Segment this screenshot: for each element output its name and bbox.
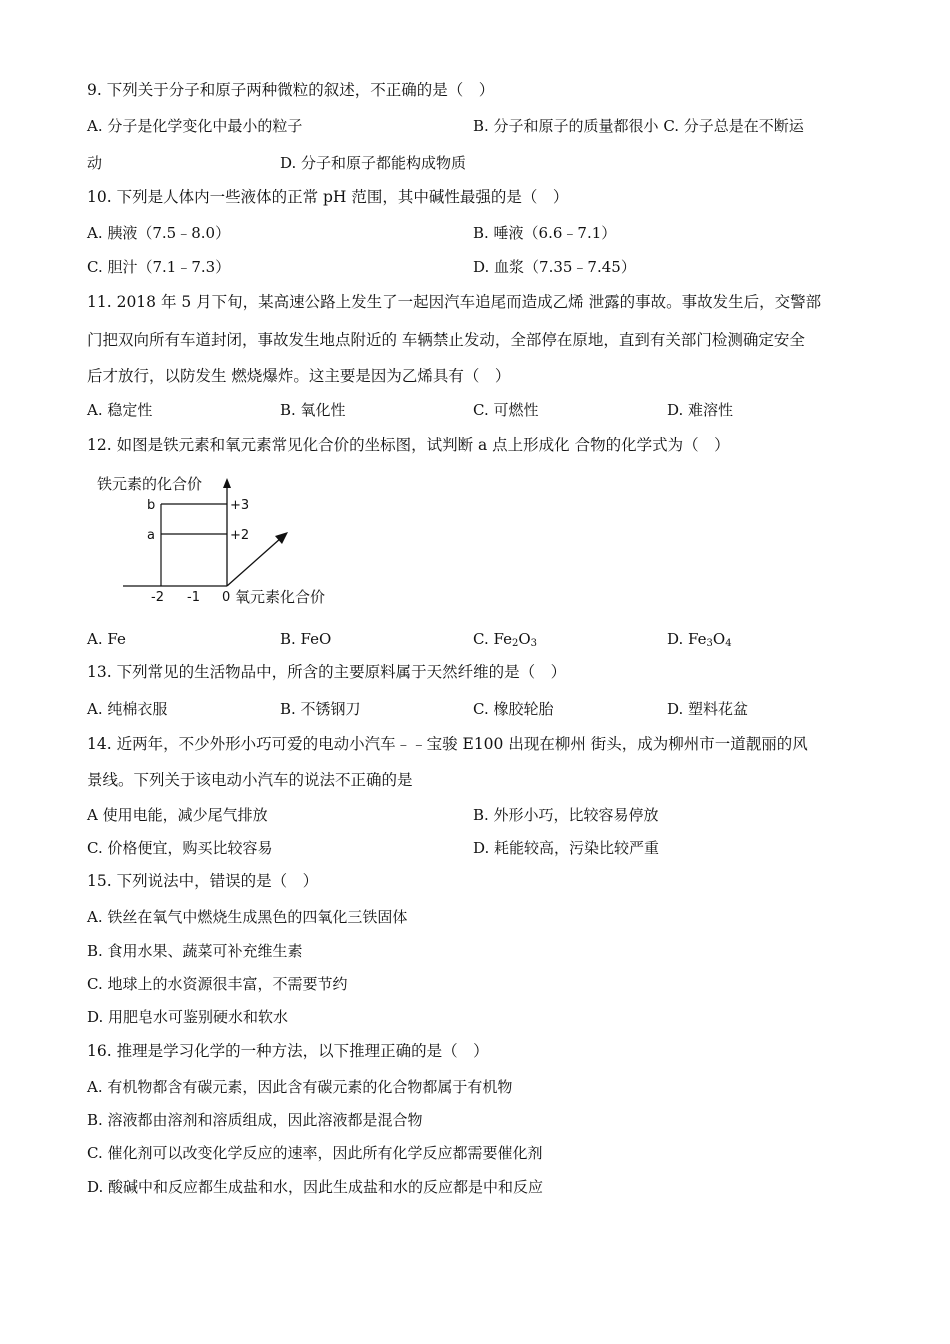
question-13-option-b: B. 不锈钢刀 (280, 700, 361, 718)
y-axis-title: 铁元素的化合价 (97, 475, 203, 493)
question-13-stem: 13. 下列常见的生活物品中，所含的主要原料属于天然纤维的是（ ） (87, 663, 567, 681)
question-11-option-b: B. 氧化性 (280, 401, 346, 419)
question-16-stem: 16. 推理是学习化学的一种方法，以下推理正确的是（ ） (87, 1042, 489, 1060)
question-9-option-c-continued: 动 (87, 154, 103, 172)
valence-coordinate-graph (95, 468, 355, 618)
y-value-plus-3: +3 (230, 498, 250, 513)
question-16-option-b: B. 溶液都由溶剂和溶质组成，因此溶液都是混合物 (87, 1111, 423, 1129)
question-12-stem: 12. 如图是铁元素和氧元素常见化合价的坐标图，试判断 a 点上形成化 合物的化学式为（ ） (87, 436, 730, 454)
question-9-option-d: D. 分子和原子都能构成物质 (280, 154, 467, 172)
question-13-option-d: D. 塑料花盆 (667, 700, 749, 718)
question-10-option-b: B. 唾液（6.6﹣7.1） (473, 224, 617, 242)
question-16-option-d: D. 酸碱中和反应都生成盐和水，因此生成盐和水的反应都是中和反应 (87, 1178, 544, 1196)
x-tick-zero: 0 (222, 590, 231, 605)
question-13-option-c: C. 橡胶轮胎 (473, 700, 554, 718)
question-14-line-1: 14. 近两年，不少外形小巧可爱的电动小汽车﹣﹣宝骏 E100 出现在柳州 街头，成为柳州市一道靓丽的风 (87, 735, 808, 753)
question-12-option-d: D. $Fe_3O_4$ (667, 630, 732, 649)
diagonal-line (227, 538, 281, 586)
question-15-option-b: B. 食用水果、蔬菜可补充维生素 (87, 942, 303, 960)
question-14-option-d: D. 耗能较高，污染比较严重 (473, 839, 660, 857)
question-10-stem: 10. 下列是人体内一些液体的正常 pH 范围，其中碱性最强的是（ ） (87, 188, 569, 206)
question-15-stem: 15. 下列说法中，错误的是（ ） (87, 872, 319, 890)
y-axis-arrowhead (223, 478, 231, 488)
question-15-option-d: D. 用肥皂水可鉴别硬水和软水 (87, 1008, 289, 1026)
y-letter-b: b (147, 498, 156, 513)
question-15-option-a: A. 铁丝在氧气中燃烧生成黑色的四氧化三铁固体 (87, 908, 408, 926)
x-tick-minus-2: -2 (151, 590, 164, 605)
question-11-line-3: 后才放行，以防发生 燃烧爆炸。这主要是因为乙烯具有（ ） (87, 367, 511, 385)
question-11-option-d: D. 难溶性 (667, 401, 734, 419)
question-9-option-b-c: B. 分子和原子的质量都很小 C. 分子总是在不断运 (473, 117, 804, 135)
question-9-option-a: A. 分子是化学变化中最小的粒子 (87, 117, 303, 135)
y-value-plus-2: +2 (230, 528, 250, 543)
question-11-option-c: C. 可燃性 (473, 401, 539, 419)
question-14-line-2: 景线。下列关于该电动小汽车的说法不正确的是 (87, 771, 413, 789)
question-12-option-a: A. Fe (87, 630, 126, 648)
question-11-option-a: A. 稳定性 (87, 401, 153, 419)
x-axis-title: 氧元素化合价 (235, 588, 326, 606)
question-14-option-c: C. 价格便宜，购买比较容易 (87, 839, 273, 857)
y-letter-a: a (147, 528, 155, 543)
question-11-line-1: 11. 2018 年 5 月下旬，某高速公路上发生了一起因汽车追尾而造成乙烯 泄露的事故。事故发生后，交警部 (87, 293, 822, 311)
question-14-option-b: B. 外形小巧，比较容易停放 (473, 806, 659, 824)
question-15-option-c: C. 地球上的水资源很丰富，不需要节约 (87, 975, 348, 993)
question-12-option-c: C. $Fe_2O_3$ (473, 630, 538, 649)
question-10-option-d: D. 血浆（7.35﹣7.45） (473, 258, 636, 276)
question-10-option-c: C. 胆汁（7.1﹣7.3） (87, 258, 231, 276)
question-13-option-a: A. 纯棉衣服 (87, 700, 168, 718)
question-16-option-a: A. 有机物都含有碳元素，因此含有碳元素的化合物都属于有机物 (87, 1078, 513, 1096)
question-10-option-a: A. 胰液（7.5﹣8.0） (87, 224, 231, 242)
question-12-option-b: B. FeO (280, 630, 332, 648)
question-9-stem: 9. 下列关于分子和原子两种微粒的叙述，不正确的是（ ） (87, 81, 495, 99)
question-14-option-a: A 使用电能，减少尾气排放 (87, 806, 268, 824)
x-tick-minus-1: -1 (187, 590, 200, 605)
question-16-option-c: C. 催化剂可以改变化学反应的速率，因此所有化学反应都需要催化剂 (87, 1144, 543, 1162)
question-11-line-2: 门把双向所有车道封闭，事故发生地点附近的 车辆禁止发动，全部停在原地，直到有关部门检测确定安全 (87, 331, 805, 349)
